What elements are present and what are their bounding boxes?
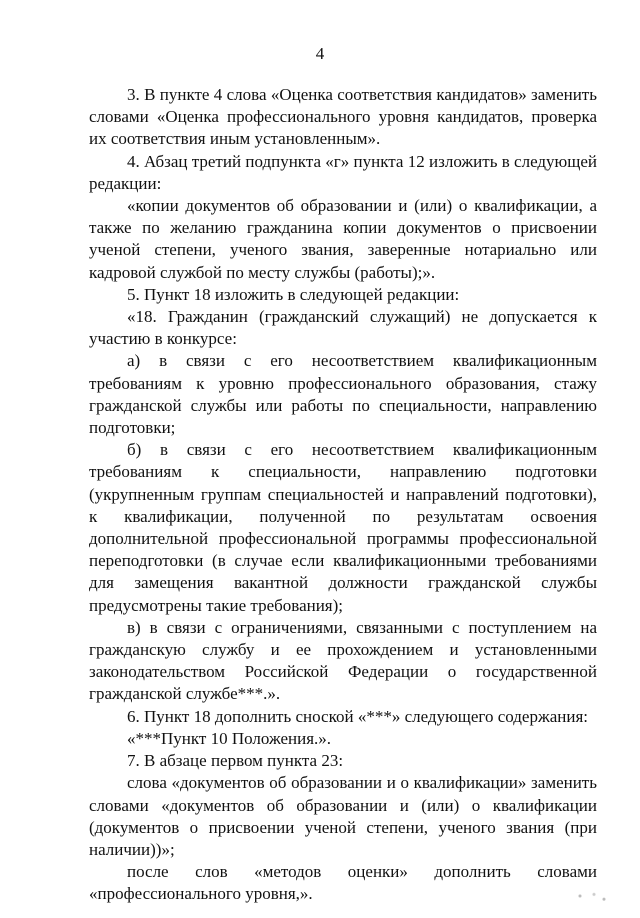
paragraph-add-words: после слов «методов оценки» дополнить словами «профессионального уровня,». <box>89 862 597 904</box>
paragraph-item-3: 3. В пункте 4 слова «Оценка соответствия кандидатов» заменить словами «Оценка профессионального уровня кандидатов, проверка их соответствия иным установленным». <box>89 85 597 149</box>
paragraph-footnote: «***Пункт 10 Положения.». <box>127 728 332 748</box>
paragraph-subclause-b: б) в связи с его несоответствием квалификационным требованиям к специальности, направлению подготовки (укрупненным группам специальностей и направлений подготовки), к квалификации, полученной по результатам освоения дополнительной профессиональной программы профессиональной переподготовки (в случае если квалификационными требованиями для замещения вакантной должности гражданской службы предусмотрены такие требования); <box>89 440 597 615</box>
paragraph-clause-18: «18. Гражданин (гражданский служащий) не допускается к участию в конкурсе: <box>89 307 597 349</box>
document-body <box>89 84 597 906</box>
paragraph-quote-copies: «копии документов об образовании и (или) о квалификации, а также по желанию гражданина копии документов о присвоении ученой степени, ученого звания, заверенные нотариально или кадровой службой по месту службы (работы);». <box>89 196 597 282</box>
paragraph-subclause-a: а) в связи с его несоответствием квалификационным требованиям к уровню профессионального образования, стажу гражданской службы или работы по специальности, направлению подготовки; <box>89 351 597 438</box>
paragraph-subclause-v: в) в связи с ограничениями, связанными с поступлением на гражданскую службу и ее прохождением и установленными законодательством Российской Федерации о государственной гражданской службе***.». <box>89 617 597 704</box>
paragraph-item-7: 7. В абзаце первом пункта 23: <box>127 751 344 771</box>
paragraph-item-5: 5. Пункт 18 изложить в следующей редакции: <box>127 284 460 304</box>
paragraph-replace-words: слова «документов об образовании и о квалификации» заменить словами «документов об образовании и (или) о квалификации (документов о присвоении ученой степени, ученого звания (при наличии))»; <box>89 773 597 859</box>
paragraph-item-4: 4. Абзац третий подпункта «г» пункта 12 изложить в следующей редакции: <box>89 151 597 193</box>
scan-speck <box>572 888 612 904</box>
paragraph-item-6: 6. Пункт 18 дополнить сноской «***» следующего содержания: <box>127 706 588 726</box>
page-number: 4 <box>315 44 325 63</box>
